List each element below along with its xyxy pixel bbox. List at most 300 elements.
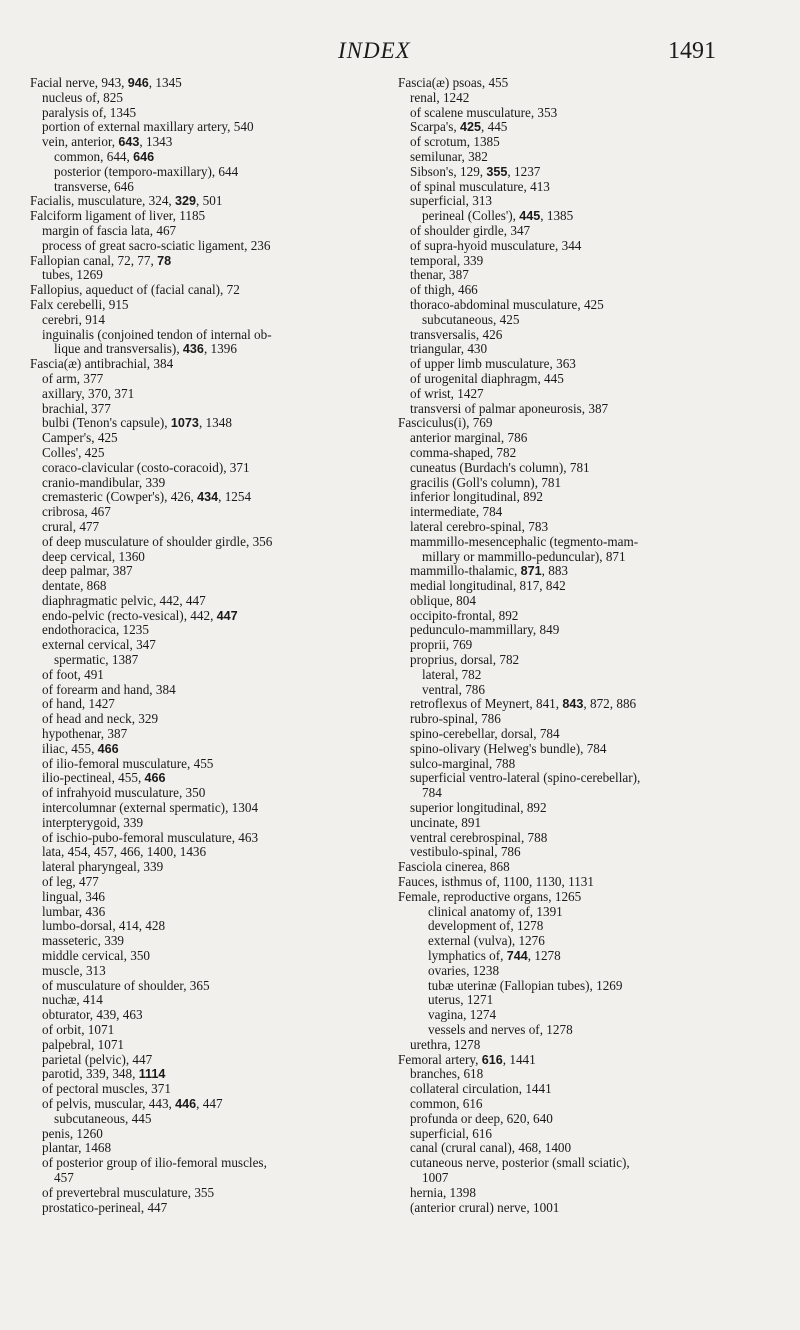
entry-text: endothoracica, 1235 bbox=[42, 622, 149, 638]
index-entry bbox=[30, 298, 385, 313]
index-entry bbox=[398, 919, 778, 934]
index-entry bbox=[398, 697, 778, 712]
entry-text: coraco-clavicular (costo-coracoid), 371 bbox=[42, 459, 250, 475]
index-entry bbox=[398, 845, 778, 860]
entry-text: hypothenar, 387 bbox=[42, 726, 128, 742]
index-entry bbox=[398, 1067, 778, 1082]
index-entry bbox=[30, 979, 385, 994]
index-entry bbox=[398, 298, 778, 313]
entry-text: of foot, 491 bbox=[42, 666, 104, 682]
entry-text: transversalis, 426 bbox=[410, 326, 503, 342]
index-entry bbox=[398, 328, 778, 343]
index-entry bbox=[398, 594, 778, 609]
index-entry bbox=[398, 1053, 778, 1068]
index-entry bbox=[398, 949, 778, 964]
entry-text: Fallopian canal, 72, 77, bbox=[30, 252, 158, 268]
entry-text: external cervical, 347 bbox=[42, 637, 156, 653]
index-entry bbox=[30, 875, 385, 890]
index-entry bbox=[30, 1171, 385, 1186]
entry-bold-page: 446 bbox=[175, 1096, 197, 1111]
index-entry bbox=[30, 402, 385, 417]
index-entry bbox=[398, 816, 778, 831]
entry-text: mammillo-thalamic, bbox=[410, 563, 521, 579]
index-entry bbox=[398, 771, 778, 786]
entry-text: development of, 1278 bbox=[428, 918, 544, 934]
entry-text: of upper limb musculature, 363 bbox=[410, 356, 576, 372]
entry-text: margin of fascia lata, 467 bbox=[42, 222, 177, 238]
index-entry bbox=[398, 224, 778, 239]
index-entry bbox=[398, 964, 778, 979]
entry-text: of supra-hyoid musculature, 344 bbox=[410, 237, 582, 253]
entry-text: vestibulo-spinal, 786 bbox=[410, 844, 521, 860]
index-entry bbox=[30, 934, 385, 949]
entry-text: cremasteric (Cowper's), 426, bbox=[42, 489, 198, 505]
entry-text: paralysis of, 1345 bbox=[42, 104, 137, 120]
index-entry bbox=[398, 520, 778, 535]
index-entry bbox=[30, 668, 385, 683]
entry-text: middle cervical, 350 bbox=[42, 948, 151, 964]
index-entry bbox=[398, 535, 778, 550]
entry-rest: , 1396 bbox=[203, 341, 237, 357]
entry-text: of ilio-femoral musculature, 455 bbox=[42, 755, 214, 771]
index-entry bbox=[30, 1127, 385, 1142]
index-entry bbox=[30, 328, 385, 343]
index-entry bbox=[30, 535, 385, 550]
entry-text: retroflexus of Meynert, 841, bbox=[410, 696, 563, 712]
index-entry bbox=[398, 283, 778, 298]
entry-rest: , 1237 bbox=[507, 163, 541, 179]
entry-text: oblique, 804 bbox=[410, 592, 476, 608]
entry-text: collateral circulation, 1441 bbox=[410, 1081, 552, 1097]
index-entry bbox=[30, 697, 385, 712]
entry-text: deep cervical, 1360 bbox=[42, 548, 145, 564]
entry-text: masseteric, 339 bbox=[42, 933, 125, 949]
entry-text: axillary, 370, 371 bbox=[42, 385, 135, 401]
entry-text: common, 616 bbox=[410, 1095, 483, 1111]
entry-text: (anterior crural) nerve, 1001 bbox=[410, 1199, 560, 1215]
index-entry bbox=[398, 712, 778, 727]
entry-text: lateral pharyngeal, 339 bbox=[42, 859, 164, 875]
index-entry bbox=[398, 1186, 778, 1201]
index-entry bbox=[398, 1141, 778, 1156]
entry-bold-page: 466 bbox=[97, 741, 119, 756]
entry-text: cranio-mandibular, 339 bbox=[42, 474, 166, 490]
index-entry bbox=[30, 106, 385, 121]
index-entry bbox=[398, 934, 778, 949]
entry-text: interpterygoid, 339 bbox=[42, 814, 144, 830]
entry-text: proprii, 769 bbox=[410, 637, 473, 653]
entry-text: of shoulder girdle, 347 bbox=[410, 222, 531, 238]
index-entry bbox=[398, 1127, 778, 1142]
entry-text: profunda or deep, 620, 640 bbox=[410, 1110, 553, 1126]
index-entry bbox=[30, 623, 385, 638]
index-entry bbox=[30, 268, 385, 283]
entry-text: ventral cerebrospinal, 788 bbox=[410, 829, 548, 845]
entry-text: of spinal musculature, 413 bbox=[410, 178, 550, 194]
entry-text: superficial ventro-lateral (spino-cerebellar), bbox=[410, 770, 641, 786]
entry-text: clinical anatomy of, 1391 bbox=[428, 903, 563, 919]
entry-bold-page: 1114 bbox=[138, 1067, 166, 1082]
entry-text: of ischio-pubo-femoral musculature, 463 bbox=[42, 829, 259, 845]
entry-text: vessels and nerves of, 1278 bbox=[428, 1022, 573, 1037]
entry-text: portion of external maxillary artery, 540 bbox=[42, 119, 254, 135]
entry-text: nucleus of, 825 bbox=[42, 89, 123, 105]
index-entry bbox=[398, 905, 778, 920]
index-entry bbox=[398, 1082, 778, 1097]
entry-text: deep palmar, 387 bbox=[42, 563, 133, 579]
entry-bold-page: 744 bbox=[506, 949, 528, 964]
entry-text: superficial, 616 bbox=[410, 1125, 493, 1141]
entry-text: Fauces, isthmus of, 1100, 1130, 1131 bbox=[398, 874, 594, 890]
entry-text: ilio-pectineal, 455, bbox=[42, 770, 145, 786]
index-entry bbox=[30, 949, 385, 964]
index-entry bbox=[398, 76, 778, 91]
entry-rest: , 1254 bbox=[218, 489, 252, 505]
index-entry bbox=[30, 771, 385, 786]
entry-rest: , 501 bbox=[196, 193, 223, 209]
entry-text: endo-pelvic (recto-vesical), 442, bbox=[42, 607, 217, 623]
index-entry bbox=[30, 653, 385, 668]
entry-text: spermatic, 1387 bbox=[54, 652, 139, 668]
entry-text: of leg, 477 bbox=[42, 874, 99, 890]
entry-text: crural, 477 bbox=[42, 518, 100, 534]
entry-text: mammillo-mesencephalic (tegmento-mam- bbox=[410, 533, 639, 549]
index-entry bbox=[398, 476, 778, 491]
entry-bold-page: 646 bbox=[133, 149, 155, 164]
index-entry bbox=[30, 742, 385, 757]
entry-text: Falx cerebelli, 915 bbox=[30, 296, 129, 312]
index-entry bbox=[398, 461, 778, 476]
index-entry bbox=[30, 683, 385, 698]
index-entry bbox=[30, 224, 385, 239]
entry-text: external (vulva), 1276 bbox=[428, 933, 545, 949]
index-entry bbox=[30, 993, 385, 1008]
index-entry bbox=[30, 520, 385, 535]
index-entry bbox=[398, 831, 778, 846]
index-entry bbox=[398, 342, 778, 357]
entry-text: bulbi (Tenon's capsule), bbox=[42, 415, 171, 431]
entry-rest: , 445 bbox=[481, 119, 508, 135]
entry-text: triangular, 430 bbox=[410, 341, 488, 357]
index-entry bbox=[398, 1008, 778, 1023]
entry-bold-page: 355 bbox=[486, 164, 508, 179]
entry-text: Fascia(æ) antibrachial, 384 bbox=[30, 356, 174, 372]
entry-text: diaphragmatic pelvic, 442, 447 bbox=[42, 592, 206, 608]
index-entry bbox=[30, 1053, 385, 1068]
entry-bold-page: 445 bbox=[519, 209, 541, 224]
entry-text: brachial, 377 bbox=[42, 400, 111, 416]
entry-text: palpebral, 1071 bbox=[42, 1036, 125, 1052]
entry-text: lique and transversalis), bbox=[54, 341, 183, 357]
entry-text: Fallopius, aqueduct of (facial canal), 72 bbox=[30, 282, 240, 298]
entry-text: sulco-marginal, 788 bbox=[410, 755, 516, 771]
entry-text: of musculature of shoulder, 365 bbox=[42, 977, 210, 993]
entry-text: 784 bbox=[422, 785, 442, 801]
index-entry bbox=[398, 1171, 778, 1186]
entry-text: pedunculo-mammillary, 849 bbox=[410, 622, 560, 638]
entry-text: lumbo-dorsal, 414, 428 bbox=[42, 918, 166, 934]
entry-bold-page: 643 bbox=[118, 135, 140, 150]
index-entry bbox=[30, 283, 385, 298]
index-entry bbox=[398, 1156, 778, 1171]
index-entry bbox=[398, 757, 778, 772]
entry-text: 1007 bbox=[422, 1169, 449, 1185]
index-entry bbox=[398, 194, 778, 209]
entry-text: temporal, 339 bbox=[410, 252, 484, 268]
entry-text: superficial, 313 bbox=[410, 193, 493, 209]
entry-text: cutaneous nerve, posterior (small sciatic), bbox=[410, 1155, 630, 1171]
index-entry bbox=[398, 402, 778, 417]
entry-text: millary or mammillo-peduncular), 871 bbox=[422, 548, 626, 564]
entry-text: 457 bbox=[54, 1169, 74, 1185]
entry-text: of orbit, 1071 bbox=[42, 1022, 115, 1037]
entry-text: of arm, 377 bbox=[42, 370, 104, 386]
index-entry bbox=[398, 550, 778, 565]
index-entry bbox=[30, 1067, 385, 1082]
entry-text: occipito-frontal, 892 bbox=[410, 607, 519, 623]
index-entry bbox=[398, 668, 778, 683]
entry-text: vein, anterior, bbox=[42, 134, 119, 150]
index-entry bbox=[30, 416, 385, 431]
index-entry bbox=[30, 1201, 385, 1216]
entry-bold-page: 436 bbox=[182, 342, 204, 357]
index-entry bbox=[398, 1023, 778, 1038]
entry-text: Fasciculus(i), 769 bbox=[398, 415, 493, 431]
index-entry bbox=[30, 579, 385, 594]
index-entry bbox=[30, 239, 385, 254]
entry-text: spino-olivary (Helweg's bundle), 784 bbox=[410, 740, 607, 756]
index-entry bbox=[30, 505, 385, 520]
index-entry bbox=[398, 268, 778, 283]
index-entry bbox=[398, 979, 778, 994]
index-entry bbox=[398, 106, 778, 121]
entry-text: of scrotum, 1385 bbox=[410, 134, 500, 150]
index-entry bbox=[398, 416, 778, 431]
entry-text: prostatico-perineal, 447 bbox=[42, 1199, 168, 1215]
entry-text: obturator, 439, 463 bbox=[42, 1007, 143, 1023]
index-entry bbox=[398, 209, 778, 224]
index-entry bbox=[30, 801, 385, 816]
entry-text: of wrist, 1427 bbox=[410, 385, 484, 401]
entry-text: of pelvis, muscular, 443, bbox=[42, 1095, 176, 1111]
index-entry bbox=[398, 313, 778, 328]
index-entry bbox=[30, 165, 385, 180]
index-entry bbox=[398, 860, 778, 875]
index-entry bbox=[398, 579, 778, 594]
index-entry bbox=[398, 165, 778, 180]
entry-text: tubæ uterinæ (Fallopian tubes), 1269 bbox=[428, 977, 623, 993]
entry-text: of deep musculature of shoulder girdle, 356 bbox=[42, 533, 273, 549]
entry-text: inferior longitudinal, 892 bbox=[410, 489, 543, 505]
index-entry bbox=[30, 1008, 385, 1023]
index-entry bbox=[30, 712, 385, 727]
index-entry bbox=[398, 254, 778, 269]
index-entry bbox=[30, 357, 385, 372]
entry-text: lateral cerebro-spinal, 783 bbox=[410, 518, 549, 534]
entry-text: of thigh, 466 bbox=[410, 282, 478, 298]
index-entry bbox=[30, 905, 385, 920]
entry-text: of scalene musculature, 353 bbox=[410, 104, 558, 120]
index-entry bbox=[30, 1186, 385, 1201]
index-entry bbox=[30, 564, 385, 579]
index-entry bbox=[398, 357, 778, 372]
index-entry bbox=[398, 609, 778, 624]
index-entry bbox=[30, 890, 385, 905]
entry-text: of hand, 1427 bbox=[42, 696, 115, 712]
entry-bold-page: 78 bbox=[157, 253, 172, 268]
index-entry bbox=[30, 76, 385, 91]
entry-text: Facialis, musculature, 324, bbox=[30, 193, 176, 209]
entry-text: Facial nerve, 943, bbox=[30, 75, 128, 90]
index-entry bbox=[398, 727, 778, 742]
index-entry bbox=[398, 683, 778, 698]
index-entry bbox=[30, 431, 385, 446]
entry-rest: , 1345 bbox=[148, 75, 182, 90]
index-entry bbox=[30, 786, 385, 801]
entry-text: common, 644, bbox=[54, 148, 134, 164]
index-entry bbox=[398, 993, 778, 1008]
entry-text: semilunar, 382 bbox=[410, 148, 488, 164]
entry-text: cerebri, 914 bbox=[42, 311, 105, 327]
index-entry bbox=[30, 1112, 385, 1127]
entry-text: comma-shaped, 782 bbox=[410, 444, 517, 460]
entry-text: ovaries, 1238 bbox=[428, 962, 500, 978]
index-entry bbox=[398, 505, 778, 520]
index-entry bbox=[398, 653, 778, 668]
index-entry bbox=[398, 1097, 778, 1112]
entry-text: posterior (temporo-maxillary), 644 bbox=[54, 163, 239, 179]
entry-text: Femoral artery, bbox=[398, 1051, 482, 1067]
entry-text: cuneatus (Burdach's column), 781 bbox=[410, 459, 590, 475]
entry-text: muscle, 313 bbox=[42, 962, 106, 978]
index-entry bbox=[398, 135, 778, 150]
entry-text: ventral, 786 bbox=[422, 681, 485, 697]
entry-text: plantar, 1468 bbox=[42, 1140, 112, 1156]
index-entry bbox=[30, 372, 385, 387]
index-entry bbox=[398, 180, 778, 195]
entry-text: Fasciola cinerea, 868 bbox=[398, 859, 510, 875]
page-number: 1491 bbox=[668, 38, 716, 64]
index-entry bbox=[30, 461, 385, 476]
entry-text: Fascia(æ) psoas, 455 bbox=[398, 75, 509, 90]
entry-text: transverse, 646 bbox=[54, 178, 134, 194]
index-entry bbox=[30, 594, 385, 609]
index-entry bbox=[398, 623, 778, 638]
entry-text: uncinate, 891 bbox=[410, 814, 482, 830]
entry-text: cribrosa, 467 bbox=[42, 504, 111, 520]
entry-text: tubes, 1269 bbox=[42, 267, 103, 283]
entry-text: anterior marginal, 786 bbox=[410, 430, 528, 446]
index-entry bbox=[398, 372, 778, 387]
index-entry bbox=[398, 1038, 778, 1053]
index-entry bbox=[30, 476, 385, 491]
entry-text: iliac, 455, bbox=[42, 740, 98, 756]
entry-text: vagina, 1274 bbox=[428, 1007, 497, 1023]
entry-text: canal (crural canal), 468, 1400 bbox=[410, 1140, 572, 1156]
entry-rest: , 1343 bbox=[139, 134, 173, 150]
index-entry bbox=[398, 91, 778, 106]
index-entry bbox=[30, 1141, 385, 1156]
index-entry bbox=[30, 342, 385, 357]
entry-text: superior longitudinal, 892 bbox=[410, 800, 547, 816]
entry-text: lumbar, 436 bbox=[42, 903, 106, 919]
entry-text: perineal (Colles'), bbox=[422, 208, 520, 224]
entry-text: branches, 618 bbox=[410, 1066, 484, 1082]
entry-text: Scarpa's, bbox=[410, 119, 460, 135]
entry-text: of posterior group of ilio-femoral muscles, bbox=[42, 1155, 267, 1171]
index-entry bbox=[30, 490, 385, 505]
entry-text: intercolumnar (external spermatic), 1304 bbox=[42, 800, 259, 816]
entry-text: dentate, 868 bbox=[42, 578, 107, 594]
index-entry bbox=[30, 120, 385, 135]
index-column-right bbox=[398, 76, 778, 1215]
index-entry bbox=[30, 1082, 385, 1097]
index-entry bbox=[398, 742, 778, 757]
index-entry bbox=[398, 890, 778, 905]
entry-text: lymphatics of, bbox=[428, 948, 507, 964]
entry-text: renal, 1242 bbox=[410, 89, 470, 105]
entry-bold-page: 434 bbox=[197, 490, 219, 505]
entry-rest: , 1278 bbox=[527, 948, 561, 964]
index-entry bbox=[398, 490, 778, 505]
index-entry bbox=[398, 1201, 778, 1216]
index-entry bbox=[398, 1112, 778, 1127]
entry-text: parotid, 339, 348, bbox=[42, 1066, 139, 1082]
index-entry bbox=[30, 209, 385, 224]
entry-text: of prevertebral musculature, 355 bbox=[42, 1184, 215, 1200]
entry-rest: , 872, 886 bbox=[583, 696, 637, 712]
index-entry bbox=[398, 564, 778, 579]
entry-rest: , 447 bbox=[196, 1095, 223, 1111]
index-column-left bbox=[30, 76, 385, 1215]
index-entry bbox=[30, 860, 385, 875]
index-entry bbox=[30, 446, 385, 461]
entry-text: Female, reproductive organs, 1265 bbox=[398, 888, 582, 904]
index-entry bbox=[30, 831, 385, 846]
entry-text: uterus, 1271 bbox=[428, 992, 494, 1008]
index-entry bbox=[398, 786, 778, 801]
entry-text: of infrahyoid musculature, 350 bbox=[42, 785, 206, 801]
index-entry bbox=[398, 431, 778, 446]
page-header bbox=[0, 38, 800, 68]
entry-text: inguinalis (conjoined tendon of internal ob- bbox=[42, 326, 272, 342]
index-entry bbox=[30, 91, 385, 106]
entry-text: Camper's, 425 bbox=[42, 430, 118, 446]
entry-rest: , 1385 bbox=[540, 208, 574, 224]
index-entry bbox=[398, 638, 778, 653]
entry-text: thoraco-abdominal musculature, 425 bbox=[410, 296, 604, 312]
index-entry bbox=[30, 919, 385, 934]
entry-bold-page: 871 bbox=[520, 564, 542, 579]
entry-rest: , 1348 bbox=[198, 415, 232, 431]
index-entry bbox=[30, 964, 385, 979]
index-entry bbox=[30, 609, 385, 624]
index-entry bbox=[398, 875, 778, 890]
index-entry bbox=[398, 120, 778, 135]
index-entry bbox=[30, 180, 385, 195]
entry-text: medial longitudinal, 817, 842 bbox=[410, 578, 566, 594]
entry-bold-page: 616 bbox=[481, 1052, 503, 1067]
entry-text: lata, 454, 457, 466, 1400, 1436 bbox=[42, 844, 207, 860]
entry-rest: , 1441 bbox=[502, 1051, 536, 1067]
index-entry bbox=[30, 1156, 385, 1171]
index-entry bbox=[398, 387, 778, 402]
entry-text: lingual, 346 bbox=[42, 888, 106, 904]
entry-bold-page: 466 bbox=[144, 771, 166, 786]
entry-bold-page: 329 bbox=[175, 194, 197, 209]
entry-bold-page: 447 bbox=[216, 608, 238, 623]
entry-rest: , 883 bbox=[541, 563, 568, 579]
